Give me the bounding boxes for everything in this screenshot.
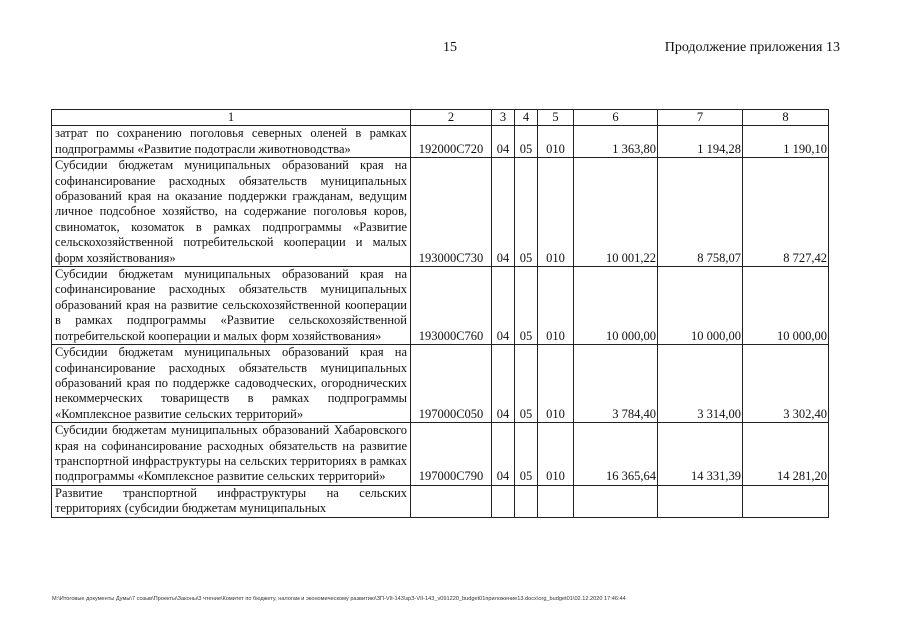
row-description: Субсидии бюджетам муниципальных образований края на софинансирование расходных обязательств муниципальных образований края по поддержке садоводческих, огороднических некоммерческих товариществ в рамках подпрограммы «Комплексное развитие сельских территорий» — [52, 345, 411, 423]
column-header: 1 — [52, 110, 411, 126]
appendix-continuation-label: Продолжение приложения 13 — [664, 40, 840, 55]
row-description: Субсидии бюджетам муниципальных образований края на софинансирование расходных обязательств муниципальных образований края на оказание поддержки гражданам, ведущим личное подсобное хозяйство, на содержание поголовья коров, свиноматок, козоматок в рамках подпрограммы «Развитие сельскохозяйственной потребительской кооперации и малых форм хозяйствования» — [52, 158, 411, 267]
budget-table — [51, 109, 829, 518]
empty-cell — [492, 485, 515, 517]
target-article-code: 197000С050 — [411, 345, 492, 423]
amount-year-1: 10 001,22 — [574, 158, 658, 267]
column-header: 3 — [492, 110, 515, 126]
expense-type-code: 010 — [538, 423, 574, 486]
column-header: 6 — [574, 110, 658, 126]
empty-cell — [515, 485, 538, 517]
amount-year-1: 10 000,00 — [574, 267, 658, 345]
target-article-code: 197000С790 — [411, 423, 492, 486]
amount-year-3: 10 000,00 — [743, 267, 829, 345]
empty-cell — [538, 485, 574, 517]
document-file-path: М:\Итоговые документы Думы\7 созыв\Проекты\Законы\3 чтение\Комитет по бюджету, налогам и экономическому развитию\ЗП-VII-143\зрЗ-VII-143_v091220_budget01приложение13.docx\org_budget01\02.12.2020 17:46:44 — [52, 596, 626, 602]
subsection-code: 05 — [515, 345, 538, 423]
subsection-code: 05 — [515, 126, 538, 158]
expense-type-code: 010 — [538, 345, 574, 423]
column-number-row — [52, 110, 829, 126]
amount-year-1: 3 784,40 — [574, 345, 658, 423]
column-header: 8 — [743, 110, 829, 126]
expense-type-code: 010 — [538, 158, 574, 267]
empty-cell — [658, 485, 743, 517]
row-description: Субсидии бюджетам муниципальных образований Хабаровского края на софинансирование расходных обязательств на развитие транспортной инфраструктуры на сельских территориях в рамках подпрограммы «Комплексное развитие сельских территорий» — [52, 423, 411, 486]
amount-year-2: 1 194,28 — [658, 126, 743, 158]
expense-type-code: 010 — [538, 126, 574, 158]
amount-year-3: 1 190,10 — [743, 126, 829, 158]
table-row — [52, 345, 829, 423]
column-header: 5 — [538, 110, 574, 126]
target-article-code: 193000С730 — [411, 158, 492, 267]
amount-year-2: 8 758,07 — [658, 158, 743, 267]
table-row — [52, 158, 829, 267]
amount-year-2: 3 314,00 — [658, 345, 743, 423]
expense-type-code: 010 — [538, 267, 574, 345]
empty-cell — [574, 485, 658, 517]
column-header: 7 — [658, 110, 743, 126]
amount-year-1: 16 365,64 — [574, 423, 658, 486]
table-row-partial — [52, 485, 829, 517]
amount-year-2: 14 331,39 — [658, 423, 743, 486]
column-header: 2 — [411, 110, 492, 126]
amount-year-3: 3 302,40 — [743, 345, 829, 423]
table-row — [52, 126, 829, 158]
subsection-code: 05 — [515, 267, 538, 345]
section-code: 04 — [492, 345, 515, 423]
target-article-code: 193000С760 — [411, 267, 492, 345]
page-number: 15 — [443, 40, 457, 55]
subsection-code: 05 — [515, 423, 538, 486]
target-article-code: 192000С720 — [411, 126, 492, 158]
amount-year-3: 14 281,20 — [743, 423, 829, 486]
row-description: затрат по сохранению поголовья северных оленей в рамках подпрограммы «Развитие подотрасли животноводства» — [52, 126, 411, 158]
empty-cell — [411, 485, 492, 517]
subsection-code: 05 — [515, 158, 538, 267]
amount-year-2: 10 000,00 — [658, 267, 743, 345]
amount-year-3: 8 727,42 — [743, 158, 829, 267]
empty-cell — [743, 485, 829, 517]
column-header: 4 — [515, 110, 538, 126]
table-row — [52, 267, 829, 345]
section-code: 04 — [492, 267, 515, 345]
section-code: 04 — [492, 423, 515, 486]
amount-year-1: 1 363,80 — [574, 126, 658, 158]
row-description: Развитие транспортной инфраструктуры на сельских территориях (субсидии бюджетам муниципальных — [52, 485, 411, 517]
section-code: 04 — [492, 126, 515, 158]
section-code: 04 — [492, 158, 515, 267]
table-row — [52, 423, 829, 486]
row-description: Субсидии бюджетам муниципальных образований края на софинансирование расходных обязательств муниципальных образований края на развитие сельскохозяйственной кооперации в рамках подпрограммы «Развитие сельскохозяйственной потребительской кооперации и малых форм хозяйствования» — [52, 267, 411, 345]
